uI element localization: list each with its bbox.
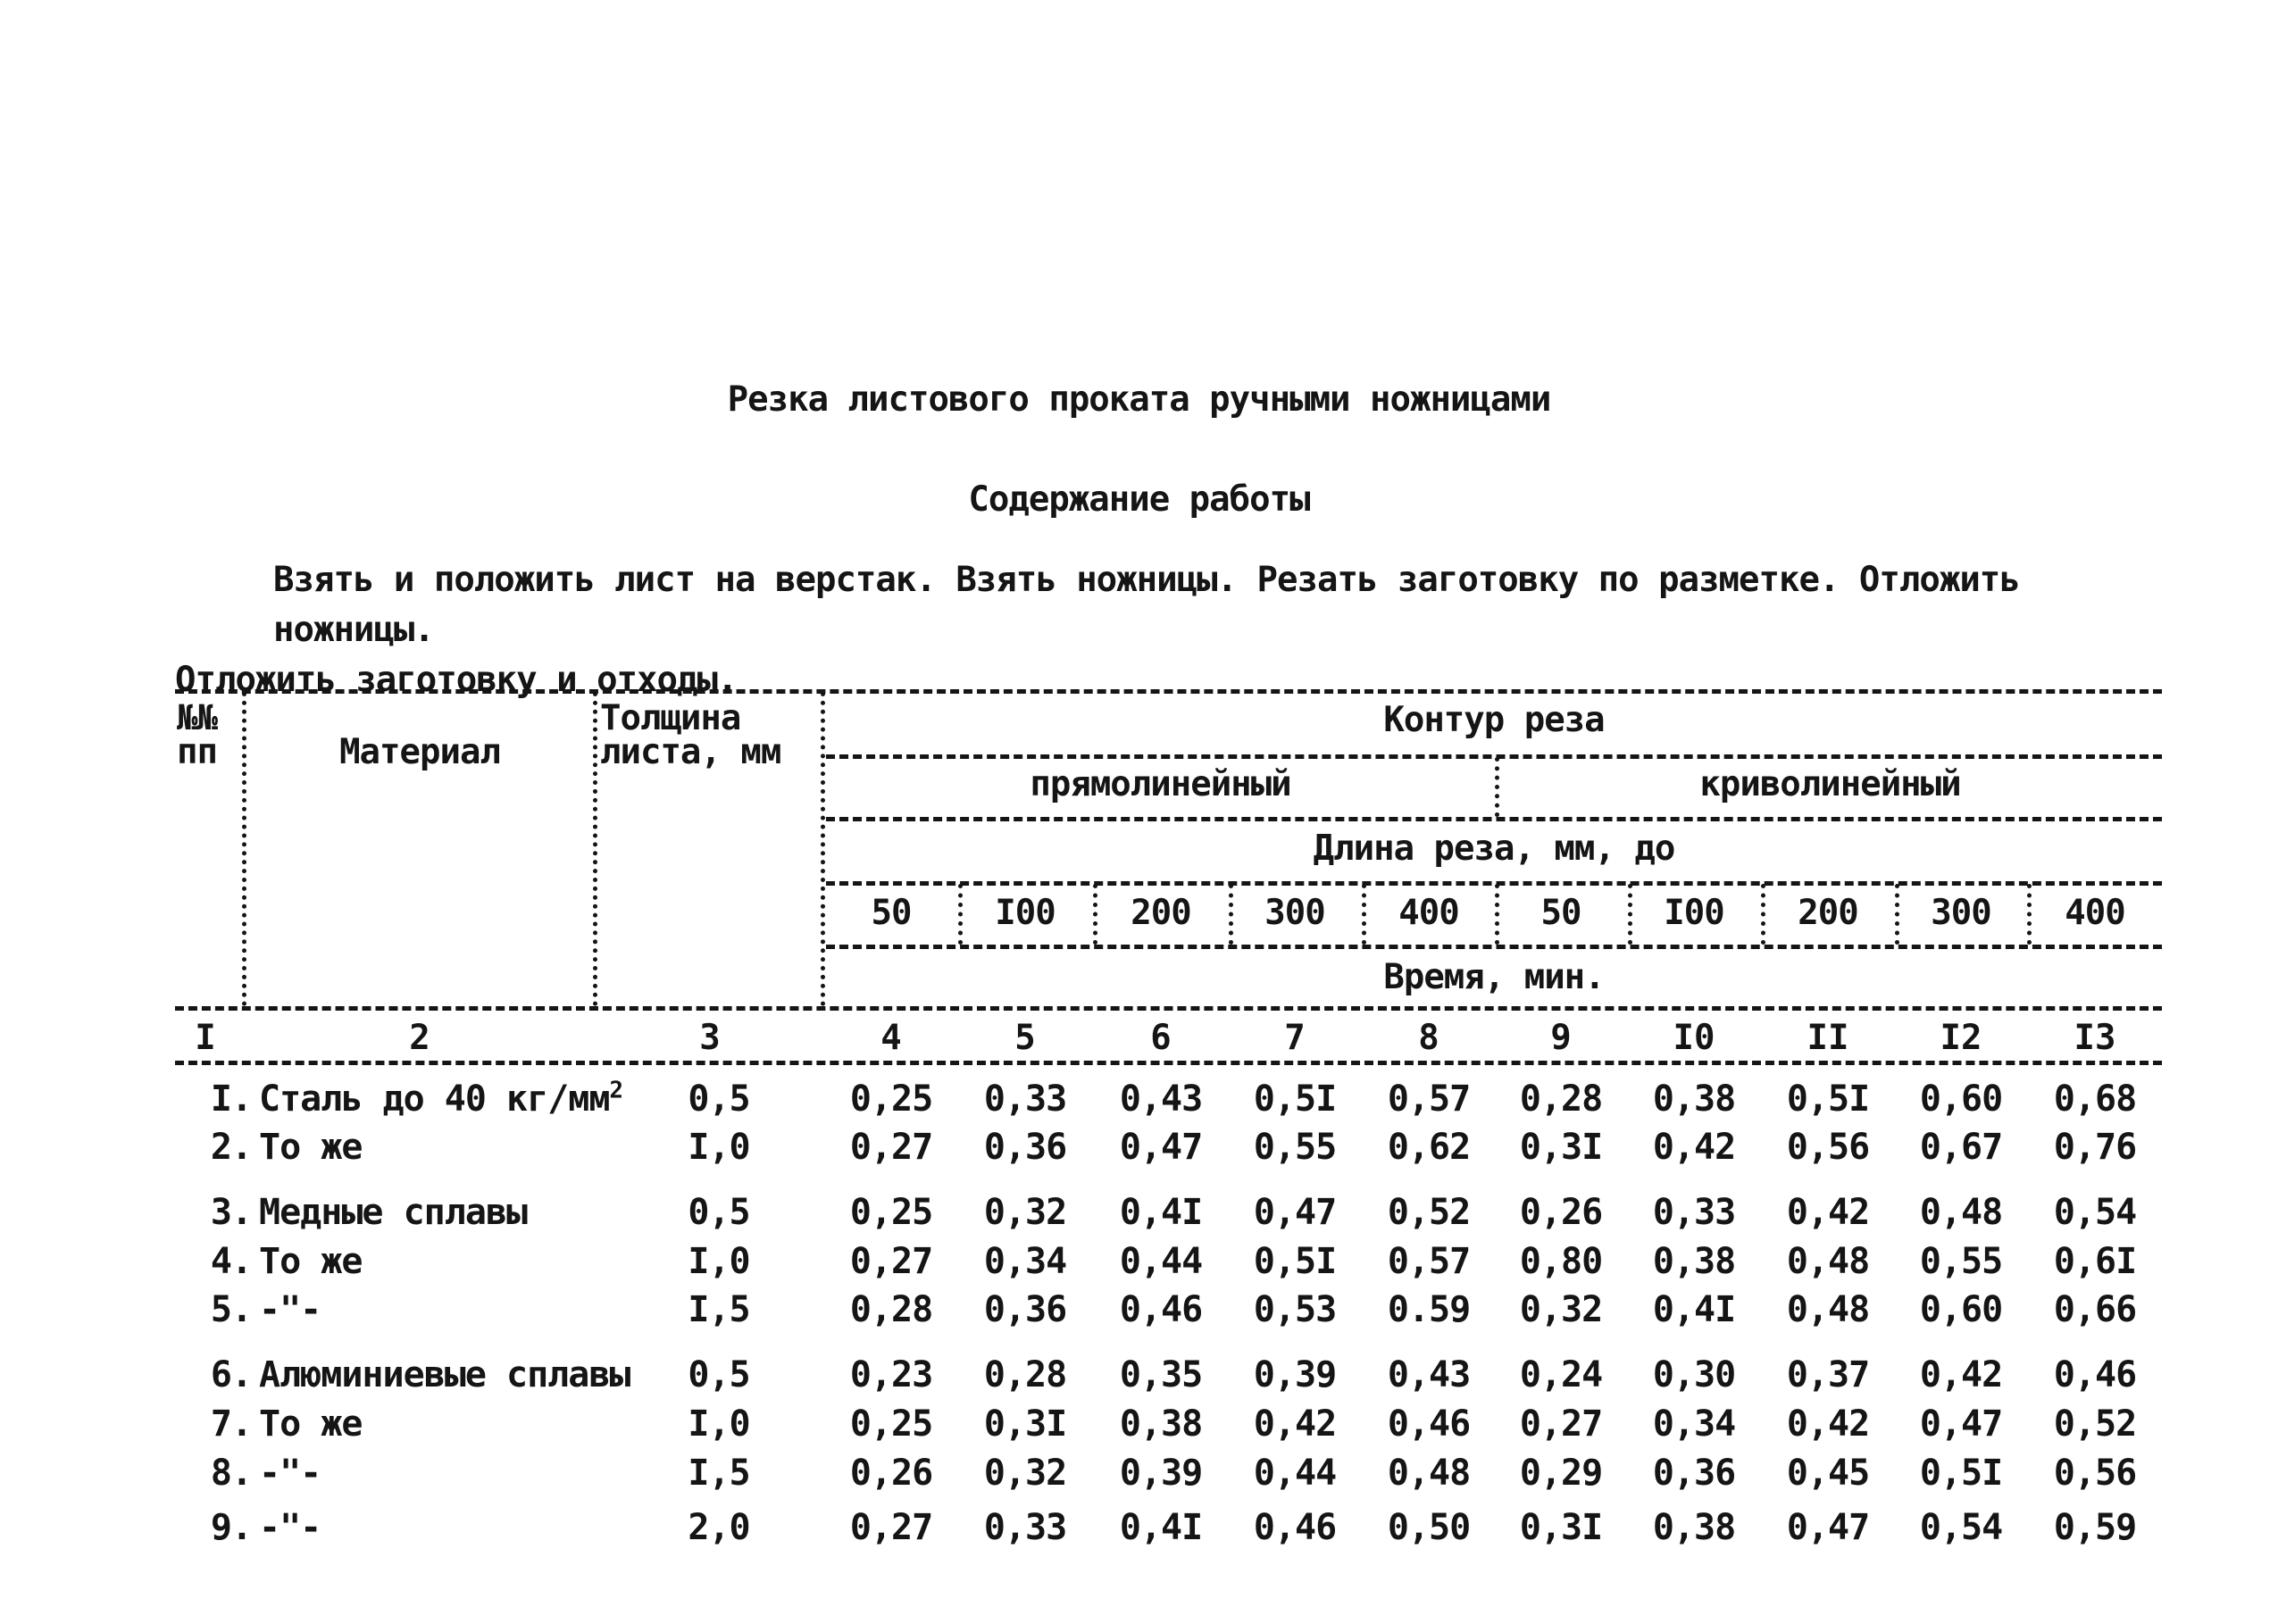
row-time-value: 0,45 (1786, 1453, 1870, 1494)
row-time-value: 0,5I (1919, 1453, 2003, 1494)
length-divider-6 (1628, 884, 1632, 945)
length-divider-4 (1362, 884, 1366, 945)
row-time-value: 0,33 (983, 1507, 1067, 1548)
row-time-value: 0,27 (849, 1241, 933, 1282)
row-time-value: 0.59 (1387, 1289, 1471, 1330)
column-number: I3 (2074, 1018, 2116, 1058)
column-number: 2 (409, 1018, 430, 1058)
header-material: Материал (339, 732, 500, 772)
table-row (0, 1354, 2278, 1404)
table-row (0, 1289, 2278, 1339)
row-time-value: 0,42 (1253, 1403, 1337, 1445)
row-material (259, 1127, 362, 1168)
row-material-text: -"- (259, 1453, 321, 1494)
row-time-value: 0,56 (1786, 1127, 1870, 1168)
row-thickness: I,5 (688, 1453, 750, 1494)
row-time-value: 0,55 (1919, 1241, 2003, 1282)
row-time-value: 0,38 (1652, 1241, 1736, 1282)
row-time-value: 0,38 (1119, 1403, 1203, 1445)
length-label: I00 (995, 893, 1056, 933)
length-label: 50 (871, 893, 912, 933)
header-straight: прямолинейный (1030, 764, 1291, 804)
row-time-value: 0,28 (1519, 1079, 1603, 1120)
row-time-value: 0,36 (983, 1127, 1067, 1168)
col-divider-3 (821, 692, 825, 1006)
row-thickness: I,0 (688, 1403, 750, 1445)
row-time-value: 0,5I (1253, 1241, 1337, 1282)
row-time-value: 0,33 (1652, 1192, 1736, 1233)
length-label: 200 (1131, 893, 1191, 933)
document-title: Резка листового проката ручными ножницами (727, 379, 1551, 420)
row-time-value: 0,47 (1919, 1403, 2003, 1445)
row-time-value: 0,39 (1119, 1453, 1203, 1494)
row-time-value: 0,24 (1519, 1354, 1603, 1395)
row-time-value: 0,37 (1786, 1354, 1870, 1395)
row-time-value: 0,5I (1253, 1079, 1337, 1120)
row-material-text: То же (259, 1241, 363, 1282)
row-time-value: 0,47 (1253, 1192, 1337, 1233)
row-material (259, 1403, 362, 1445)
row-time-value: 0,56 (2053, 1453, 2137, 1494)
row-time-value: 0,36 (1652, 1453, 1736, 1494)
row-time-value: 0,42 (1919, 1354, 2003, 1395)
row-time-value: 0,29 (1519, 1453, 1603, 1494)
row-time-value: 0,34 (1652, 1403, 1736, 1445)
row-time-value: 0,60 (1919, 1079, 2003, 1120)
row-number: I. (210, 1079, 252, 1120)
row-time-value: 0,53 (1253, 1289, 1337, 1330)
row-time-value: 0,55 (1253, 1127, 1337, 1168)
row-time-value: 0,30 (1652, 1354, 1736, 1395)
row-time-value: 0,36 (983, 1289, 1067, 1330)
row-time-value: 0,3I (983, 1403, 1067, 1445)
row-time-value: 0,35 (1119, 1354, 1203, 1395)
row-number: 8. (210, 1453, 252, 1494)
length-divider-8 (1895, 884, 1899, 945)
row-number: 5. (210, 1289, 252, 1330)
row-thickness: I,0 (688, 1241, 750, 1282)
row-time-value: 0,80 (1519, 1241, 1603, 1282)
row-time-value: 0,28 (849, 1289, 933, 1330)
row-time-value: 0,25 (849, 1403, 933, 1445)
column-number: 5 (1014, 1018, 1036, 1058)
row-time-value: 0,44 (1119, 1241, 1203, 1282)
column-number: 7 (1284, 1018, 1306, 1058)
row-time-value: 0,47 (1119, 1127, 1203, 1168)
row-number: 3. (210, 1192, 252, 1233)
row-time-value: 0,46 (1119, 1289, 1203, 1330)
length-divider-2 (1093, 884, 1097, 945)
table-row (0, 1241, 2278, 1291)
column-number: 4 (880, 1018, 902, 1058)
table-top-rule (175, 689, 2162, 694)
section-subtitle: Содержание работы (968, 479, 1310, 520)
row-time-value: 0,3I (1519, 1127, 1603, 1168)
work-description-line-2: Отложить заготовку и отходы. (175, 660, 738, 700)
row-time-value: 0,38 (1652, 1507, 1736, 1548)
row-time-value: 0,60 (1919, 1289, 2003, 1330)
row-time-value: 0,23 (849, 1354, 933, 1395)
row-time-value: 0,46 (2053, 1354, 2137, 1395)
row-time-value: 0,26 (849, 1453, 933, 1494)
table-row (0, 1403, 2278, 1453)
row-time-value: 0,25 (849, 1192, 933, 1233)
row-time-value: 0,39 (1253, 1354, 1337, 1395)
row-time-value: 0,67 (1919, 1127, 2003, 1168)
row-material (259, 1079, 622, 1120)
column-number: II (1807, 1018, 1849, 1058)
header-cut-length: Длина реза, мм, до (1313, 829, 1675, 869)
row-material-text: -"- (259, 1507, 321, 1548)
row-time-value: 0,66 (2053, 1289, 2137, 1330)
header-contour: Контур реза (1383, 700, 1605, 740)
row-time-value: 0,57 (1387, 1079, 1471, 1120)
row-time-value: 0,42 (1786, 1192, 1870, 1233)
row-number: 4. (210, 1241, 252, 1282)
header-no (177, 698, 217, 772)
length-divider-7 (1761, 884, 1765, 945)
row-time-value: 0,48 (1387, 1453, 1471, 1494)
table-row (0, 1127, 2278, 1177)
header-bottom-rule (175, 1006, 2162, 1011)
length-rule-top (826, 881, 2162, 886)
header-no-line-2: пп (177, 732, 217, 772)
row-time-value: 0,3I (1519, 1507, 1603, 1548)
table-row (0, 1453, 2278, 1503)
header-thickness-line-1: Толщина (600, 698, 741, 738)
row-time-value: 0,32 (1519, 1289, 1603, 1330)
row-time-value: 0,52 (2053, 1403, 2137, 1445)
row-material-superscript: 2 (609, 1077, 623, 1104)
row-material-text: То же (259, 1403, 363, 1445)
row-number: 6. (210, 1354, 252, 1395)
column-number: I (195, 1018, 216, 1058)
header-curved: криволинейный (1699, 764, 1961, 804)
row-time-value: 0,54 (2053, 1192, 2137, 1233)
row-material-text: Медные сплавы (259, 1192, 528, 1233)
column-number: 3 (699, 1018, 721, 1058)
length-divider-9 (2027, 884, 2032, 945)
work-description-line-1: Взять и положить лист на верстак. Взять ножницы. Резать заготовку по разметке. Отложить ножницы. (273, 560, 2020, 650)
length-divider-5 (1495, 884, 1499, 945)
row-thickness: 0,5 (688, 1079, 750, 1120)
row-material (259, 1354, 630, 1395)
row-material (259, 1192, 527, 1233)
header-time: Время, мин. (1383, 957, 1605, 997)
length-label: 300 (1931, 893, 1991, 933)
row-thickness: I,5 (688, 1289, 750, 1330)
row-time-value: 0,46 (1253, 1507, 1337, 1548)
row-time-value: 0,4I (1119, 1507, 1203, 1548)
row-time-value: 0,5I (1786, 1079, 1870, 1120)
row-time-value: 0,54 (1919, 1507, 2003, 1548)
row-material-text: Алюминиевые сплавы (259, 1354, 630, 1395)
col-divider-2 (593, 692, 597, 1006)
header-thickness (600, 698, 781, 772)
row-time-value: 0,27 (849, 1127, 933, 1168)
row-time-value: 0,44 (1253, 1453, 1337, 1494)
row-time-value: 0,43 (1119, 1079, 1203, 1120)
table-row (0, 1192, 2278, 1242)
row-time-value: 0,76 (2053, 1127, 2137, 1168)
table-row (0, 1507, 2278, 1557)
row-time-value: 0,59 (2053, 1507, 2137, 1548)
row-time-value: 0,42 (1786, 1403, 1870, 1445)
length-label: 400 (1398, 893, 1459, 933)
row-time-value: 0,28 (983, 1354, 1067, 1395)
row-number: 9. (210, 1507, 252, 1548)
length-label: I00 (1664, 893, 1724, 933)
row-time-value: 0,4I (1652, 1289, 1736, 1330)
row-time-value: 0,50 (1387, 1507, 1471, 1548)
row-time-value: 0,52 (1387, 1192, 1471, 1233)
row-thickness: 0,5 (688, 1192, 750, 1233)
col-divider-1 (242, 692, 246, 1006)
row-material (259, 1241, 362, 1282)
row-thickness: 0,5 (688, 1354, 750, 1395)
column-number: I0 (1673, 1018, 1715, 1058)
row-time-value: 0,32 (983, 1453, 1067, 1494)
column-number: 6 (1150, 1018, 1172, 1058)
length-label: 200 (1798, 893, 1858, 933)
row-time-value: 0,43 (1387, 1354, 1471, 1395)
type-rule (826, 817, 2162, 821)
row-time-value: 0,4I (1119, 1192, 1203, 1233)
row-material (259, 1507, 321, 1548)
row-time-value: 0,26 (1519, 1192, 1603, 1233)
row-material (259, 1289, 321, 1330)
length-label: 400 (2065, 893, 2125, 933)
row-number: 7. (210, 1403, 252, 1445)
row-time-value: 0,25 (849, 1079, 933, 1120)
row-time-value: 0,48 (1786, 1241, 1870, 1282)
header-thickness-line-2: листа, мм (600, 732, 781, 772)
row-time-value: 0,68 (2053, 1079, 2137, 1120)
row-time-value: 0,27 (849, 1507, 933, 1548)
row-time-value: 0,57 (1387, 1241, 1471, 1282)
row-thickness: I,0 (688, 1127, 750, 1168)
length-divider-3 (1229, 884, 1233, 945)
table-row (0, 1079, 2278, 1128)
contour-rule (826, 754, 2162, 759)
row-number: 2. (210, 1127, 252, 1168)
row-time-value: 0,33 (983, 1079, 1067, 1120)
row-thickness: 2,0 (688, 1507, 750, 1548)
row-time-value: 0,62 (1387, 1127, 1471, 1168)
column-number: 8 (1418, 1018, 1439, 1058)
length-label: 50 (1540, 893, 1581, 933)
row-time-value: 0,47 (1786, 1507, 1870, 1548)
header-no-line-1: №№ (177, 698, 217, 738)
column-number-rule (175, 1061, 2162, 1065)
row-time-value: 0,48 (1919, 1192, 2003, 1233)
row-material-text: То же (259, 1127, 363, 1168)
column-number: I2 (1940, 1018, 1982, 1058)
length-divider-1 (958, 884, 963, 945)
length-label: 300 (1264, 893, 1325, 933)
row-material (259, 1453, 321, 1494)
row-time-value: 0,38 (1652, 1079, 1736, 1120)
work-description (175, 555, 2175, 705)
row-time-value: 0,34 (983, 1241, 1067, 1282)
row-time-value: 0,42 (1652, 1127, 1736, 1168)
row-material-text: -"- (259, 1289, 321, 1330)
column-number: 9 (1550, 1018, 1572, 1058)
row-time-value: 0,27 (1519, 1403, 1603, 1445)
row-material-text: Сталь до 40 кг/мм (259, 1079, 610, 1120)
length-rule-bottom (826, 945, 2162, 949)
row-time-value: 0,6I (2053, 1241, 2137, 1282)
row-time-value: 0,48 (1786, 1289, 1870, 1330)
row-time-value: 0,32 (983, 1192, 1067, 1233)
row-time-value: 0,46 (1387, 1403, 1471, 1445)
